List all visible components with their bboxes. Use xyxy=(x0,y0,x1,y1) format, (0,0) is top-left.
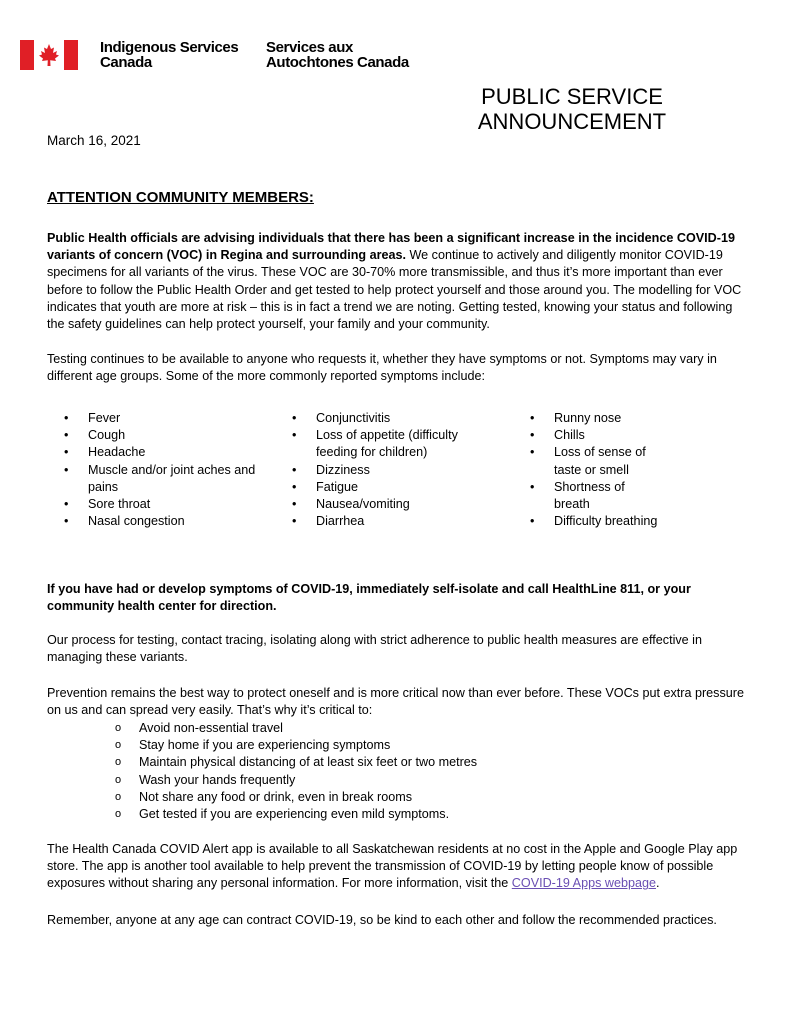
org-name-english-line2: Canada xyxy=(100,54,152,71)
list-item: • Loss of appetite (difficulty feeding for children) xyxy=(292,427,486,461)
symptoms-column-1 xyxy=(64,410,264,530)
symptoms-column-3 xyxy=(530,410,680,530)
list-item: • Fatigue xyxy=(292,479,492,496)
self-isolate-paragraph: If you have had or develop symptoms of COVID-19, immediately self-isolate and call HealthLine 811, or your community health center for direction. xyxy=(47,582,691,614)
list-item: • Chills xyxy=(530,427,680,444)
intro-bold-text: Public Health officials are advising individuals that there has been a significant increase in the incidence COVID-19 variants of concern (VOC) in Regina and surrounding areas. xyxy=(47,231,735,263)
list-item: • Muscle and/or joint aches and pains xyxy=(64,462,264,496)
list-item: • Headache xyxy=(64,444,264,461)
list-item: • Nausea/vomiting xyxy=(292,496,492,513)
list-item: o Get tested if you are experiencing even mild symptoms. xyxy=(115,806,477,823)
document-title-line2: ANNOUNCEMENT xyxy=(477,109,667,134)
list-item: o Wash your hands frequently xyxy=(115,772,477,789)
covid-alert-paragraph xyxy=(47,841,747,893)
symptoms-column-2 xyxy=(292,410,492,530)
list-item: • Difficulty breathing xyxy=(530,513,680,530)
list-item: • Cough xyxy=(64,427,264,444)
prevention-list xyxy=(115,720,477,823)
covid-alert-text: The Health Canada COVID Alert app is available to all Saskatchewan residents at no cost in the Apple and Google Play app store. The app is another tool available to help prevent the transmission of COVID-19 by letting people know of possible exposures without sharing any personal information. For more information, visit the xyxy=(47,842,738,891)
document-title xyxy=(472,84,672,134)
list-item: • Runny nose xyxy=(530,410,680,427)
list-item: • Dizziness xyxy=(292,462,492,479)
covid-alert-end: . xyxy=(656,876,660,891)
document-date: March 16, 2021 xyxy=(47,133,141,148)
list-item: • Diarrhea xyxy=(292,513,492,530)
testing-paragraph: Testing continues to be available to anyone who requests it, whether they have symptoms or not. Symptoms may vary in different age groups. Some of the more commonly reported symptoms include: xyxy=(47,352,717,384)
list-item: o Stay home if you are experiencing symptoms xyxy=(115,737,477,754)
org-name-french-line1: Services aux xyxy=(266,39,353,56)
intro-paragraph xyxy=(47,230,747,333)
org-name-english-line1: Indigenous Services xyxy=(100,39,239,56)
closing-paragraph: Remember, anyone at any age can contract COVID-19, so be kind to each other and follow the recommended practices. xyxy=(47,913,717,927)
list-item: o Avoid non-essential travel xyxy=(115,720,477,737)
list-item: • Fever xyxy=(64,410,264,427)
covid-apps-webpage-link[interactable]: COVID-19 Apps webpage xyxy=(511,876,657,891)
list-item: • Conjunctivitis xyxy=(292,410,492,427)
org-name-english xyxy=(100,40,238,70)
list-item: o Not share any food or drink, even in break rooms xyxy=(115,789,477,806)
list-item: • Loss of sense of taste or smell xyxy=(530,444,654,478)
list-item: • Nasal congestion xyxy=(64,513,264,530)
org-name-french xyxy=(266,40,409,70)
canada-flag-icon xyxy=(20,40,78,70)
list-item: • Sore throat xyxy=(64,496,264,513)
prevention-paragraph: Prevention remains the best way to protect oneself and is more critical now than ever before. These VOCs put extra pressure on us and can spread very easily. That’s why it’s critical to: xyxy=(47,686,744,718)
attention-heading: ATTENTION COMMUNITY MEMBERS: xyxy=(47,189,314,206)
list-item: • Shortness of breath xyxy=(530,479,654,513)
intro-rest-text: We continue to actively and diligently monitor COVID-19 specimens for all variants of the virus. These VOC are 30-70% more transmissible, and thus it’s more important than ever before to follow the Public Health Order and get tested to help protect yourself and those around you. The modelling for VOC indicates that youth are more at risk – this is in fact a trend we are noting. Getting tested, knowing your status and following the safety guidelines can help protect yourself, your family and your community. xyxy=(47,248,742,332)
list-item: o Maintain physical distancing of at least six feet or two metres xyxy=(115,754,477,771)
document-title-line1: PUBLIC SERVICE xyxy=(481,84,663,109)
org-name-french-line2: Autochtones Canada xyxy=(266,54,409,71)
process-paragraph: Our process for testing, contact tracing, isolating along with strict adherence to public health measures are effective in managing these variants. xyxy=(47,633,702,665)
